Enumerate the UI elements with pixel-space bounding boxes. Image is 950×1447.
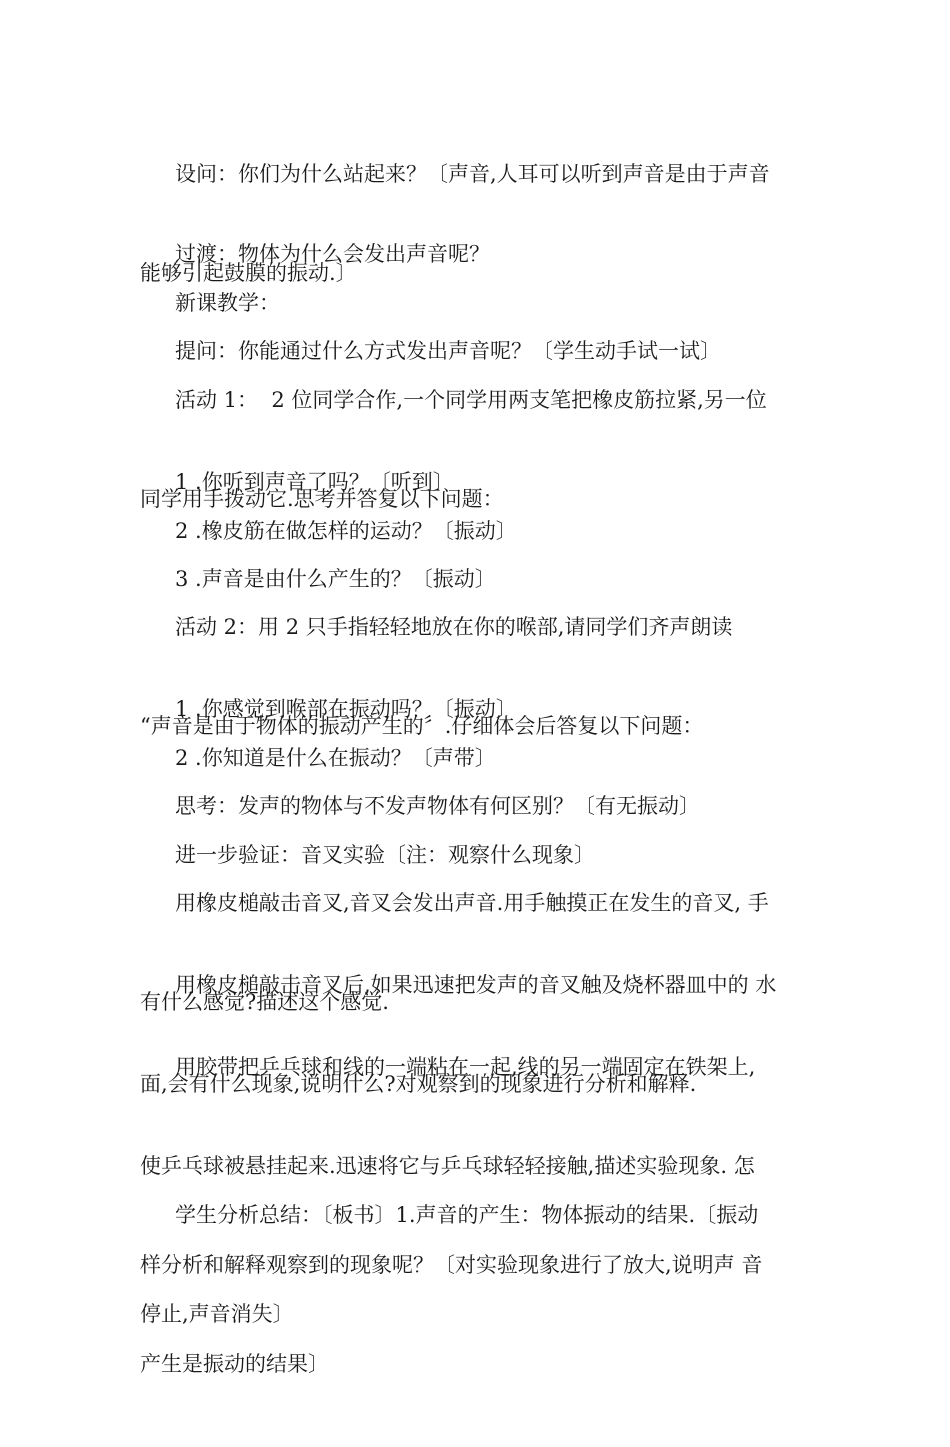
paragraph-summary (140, 1133, 830, 1397)
text-line: 样分析和解释观察到的现象呢？〔对实验现象进行了放大,说明声 音 (140, 1253, 763, 1277)
text-line: 3 .声音是由什么产生的？〔振动〕 (175, 567, 496, 591)
text-line: 新课教学： (175, 291, 280, 315)
text-line: 提问：你能通过什么方式发出声音呢？〔学生动手试一试〕 (175, 339, 721, 363)
text-line: 有什么感觉?描述这个感觉. (140, 990, 389, 1014)
text-line: 产生是振动的结果〕 (140, 1352, 329, 1376)
text-line: 同学用手拨动它.思考并答复以下问题： (140, 487, 504, 511)
text-line: 设问：你们为什么站起来？〔声音,人耳可以听到声音是由于声音 (175, 162, 770, 186)
text-line: 思考：发声的物体与不发声物体有何区别？〔有无振动〕 (175, 794, 700, 818)
text-line: 用橡皮槌敲击音叉后,如果迅速把发声的音叉触及烧杯器皿中的 水 (175, 973, 777, 997)
text-line: 停止,声音消失〕 (140, 1302, 294, 1326)
text-line: 活动 1： 2 位同学合作,一个同学用两支笔把橡皮筋拉紧,另一位 (175, 388, 767, 412)
text-line: 学生分析总结：〔板书〕1.声音的产生：物体振动的结果.〔振动 (175, 1203, 759, 1227)
text-line: 过渡：物体为什么会发出声音呢？ (175, 242, 490, 266)
text-line: 1 .你感觉到喉部在振动吗？〔振动〕 (175, 697, 517, 721)
text-line: 用橡皮槌敲击音叉,音叉会发出声音.用手触摸正在发生的音叉, 手 (175, 891, 769, 915)
text-line: 使乒乓球被悬挂起来.迅速将它与乒乓球轻轻接触,描述实验现象. 怎 (140, 1154, 755, 1178)
text-line: 1 .你听到声音了吗？〔听到〕 (175, 470, 454, 494)
text-line: 2 .橡皮筋在做怎样的运动？〔振动〕 (175, 519, 517, 543)
text-line: 能够引起鼓膜的振动.〕 (140, 261, 357, 285)
text-line: 用胶带把乒乓球和线的一端粘在一起,线的另一端固定在铁架上, (175, 1055, 756, 1079)
text-line: 进一步验证：音叉实验〔注：观察什么现象〕 (175, 843, 595, 867)
text-line: “声音是由于物体的振动产生的〞.仔细体会后答复以下问题： (140, 714, 704, 738)
text-line: 活动 2：用 2 只手指轻轻地放在你的喉部,请同学们齐声朗读 (175, 615, 733, 639)
text-line: 面,会有什么现象,说明什么?对观察到的现象进行分析和解释. (140, 1072, 697, 1096)
text-line: 2 .你知道是什么在振动？〔声带〕 (175, 746, 496, 770)
